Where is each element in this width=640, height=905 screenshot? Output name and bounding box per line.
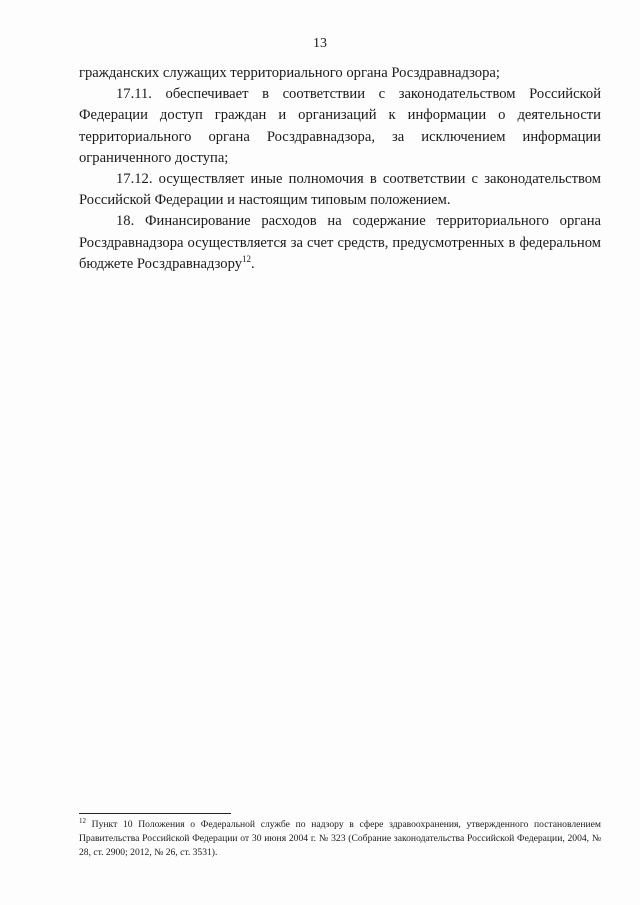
document-body [79, 63, 601, 275]
paragraph-17-11: 17.11. обеспечивает в соответствии с законодательством Российской Федерации доступ граждан и организаций к информации о деятельности территориального органа Росздравнадзора, за исключением информации ограниченного доступа; [79, 86, 601, 166]
footnote [79, 818, 601, 860]
footnote-text: Пункт 10 Положения о Федеральной службе по надзору в сфере здравоохранения, утвержденного постановлением Правительства Российской Федерации от 30 июня 2004 г. № 323 (Собрание законодательства Российской Федерации, 2004, № 28, ст. 2900; 2012, № 26, ст. 3531). [79, 819, 601, 858]
footnote-marker: 12 [79, 816, 86, 825]
footnote-reference: 12 [242, 253, 251, 264]
paragraph-continuation: гражданских служащих территориального органа Росздравнадзора; [79, 65, 500, 81]
paragraph-18 [79, 211, 601, 275]
paragraph-18-tail: . [251, 255, 255, 272]
paragraph-17-12: 17.12. осуществляет иные полномочия в соответствии с законодательством Российской Федерации и настоящим типовым положением. [79, 171, 601, 209]
footnote-separator [79, 813, 231, 814]
paragraph-18-text: 18. Финансирование расходов на содержание территориального органа Росздравнадзора осуществляется за счет средств, предусмотренных в федеральном бюджете Росздравнадзору [79, 213, 601, 272]
page-number: 13 [313, 36, 327, 51]
